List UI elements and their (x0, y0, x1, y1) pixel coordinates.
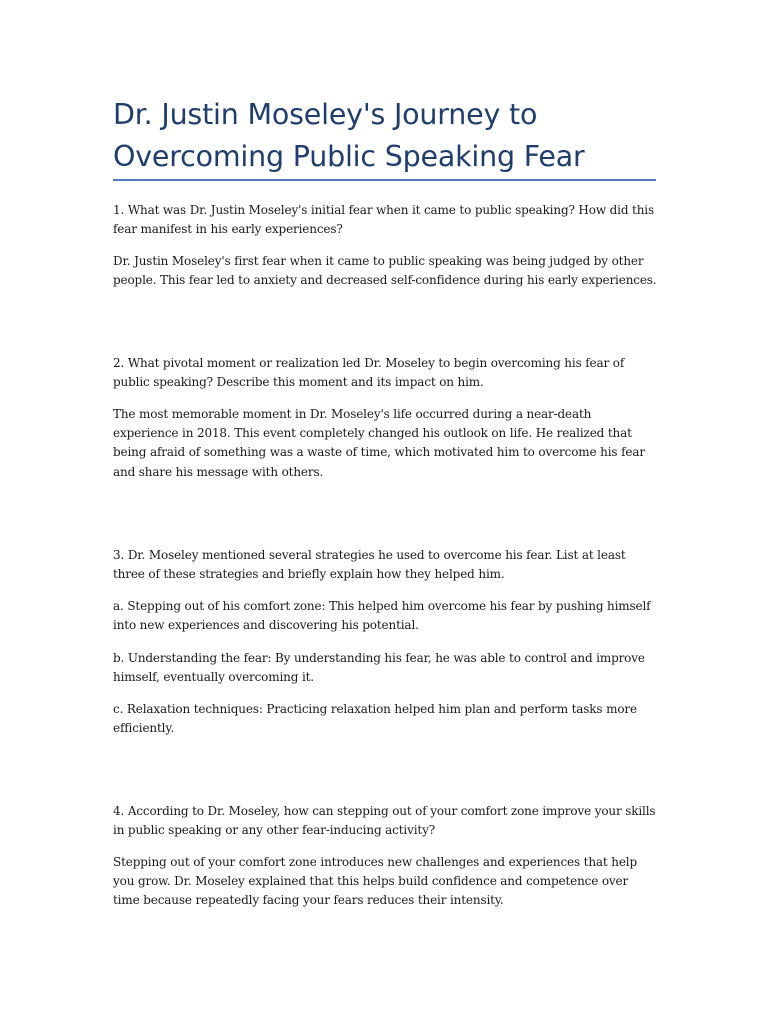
answer-2: The most memorable moment in Dr. Moseley's life occurred during a near-death experience in 2018. This event completely changed his outlook on life. He realized that being afraid of something was a waste of time, which motivated him to overcome his fear and share his message with others. (113, 407, 645, 479)
question-2: 2. What pivotal moment or realization led Dr. Moseley to begin overcoming his fear of public speaking? Describe this moment and its impact on him. (113, 356, 625, 390)
answer-3c: c. Relaxation techniques: Practicing relaxation helped him plan and perform tasks more efficiently. (113, 702, 637, 736)
answer-4: Stepping out of your comfort zone introduces new challenges and experiences that help you grow. Dr. Moseley explained that this helps build confidence and competence over time because repeatedly facing your fears reduces their intensity. (113, 855, 637, 908)
document-title: Dr. Justin Moseley's Journey to Overcoming Public Speaking Fear (113, 98, 585, 173)
document-header (113, 94, 658, 178)
question-3: 3. Dr. Moseley mentioned several strategies he used to overcome his fear. List at least three of these strategies and briefly explain how they helped him. (113, 548, 626, 582)
answer-1: Dr. Justin Moseley's first fear when it came to public speaking was being judged by other people. This fear led to anxiety and decreased self-confidence during his early experiences. (113, 254, 657, 288)
answer-3b: b. Understanding the fear: By understanding his fear, he was able to control and improve himself, eventually overcoming it. (113, 651, 645, 685)
title-divider (113, 179, 656, 181)
question-4: 4. According to Dr. Moseley, how can stepping out of your comfort zone improve your skills in public speaking or any other fear-inducing activity? (113, 804, 656, 838)
question-1: 1. What was Dr. Justin Moseley's initial fear when it came to public speaking? How did this fear manifest in his early experiences? (113, 203, 654, 237)
answer-3a: a. Stepping out of his comfort zone: This helped him overcome his fear by pushing himself into new experiences and discovering his potential. (113, 599, 651, 633)
